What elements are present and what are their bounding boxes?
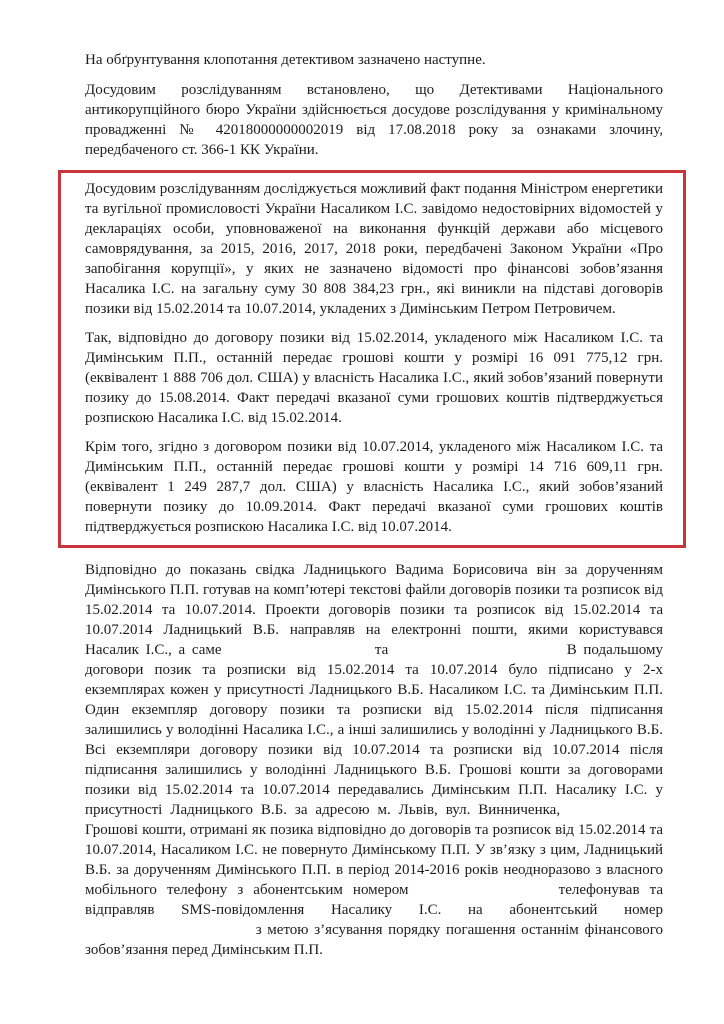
case-overview-paragraph: Досудовим розслідуванням встановлено, що Детективами Національного антикорупційного бюро України здійснюється досудове розслідування у кримінальному провадженні № 42018000000002019 від 17.08.2018 року за ознаками злочину, передбаченого ст. 366-1 КК України. — [85, 82, 663, 158]
redacted-email-1 — [228, 652, 368, 654]
highlight-paragraph-loan-1: Так, відповідно до договору позики від 15.02.2014, укладеного між Насаликом І.С. та Димінським П.П., останній передає грошові кошти у розмірі 16 091 775,12 грн. (еквівалент 1 888 706 дол. США) у власність Насалика І.С., який зобов’язаний повернути позику до 15.08.2014. Факт передачі вказаної суми грошових коштів підтверджується розпискою Насалика І.С. від 15.02.2014. — [85, 330, 663, 426]
redacted-phone-1 — [419, 892, 549, 894]
highlight-paragraph-loan-2: Крім того, згідно з договором позики від 10.07.2014, укладеного між Насаликом І.С. та Димінським П.П., останній передає грошові кошти у розмірі 14 716 609,11 грн. (еквівалент 1 249 287,7 дол. США) у власність Насалика І.С., який зобов’язаний повернути позику до 10.09.2014. Факт передачі вказаної суми грошових коштів підтверджується розпискою Насалика І.С. від 10.07.2014. — [85, 439, 663, 535]
redacted-email-2 — [395, 652, 560, 654]
witness-testimony-paragraph: Відповідно до показань свідка Ладницького Вадима Борисовича він за дорученням Димінського П.П. готував на комп’ютері текстові файли договорів позики та розписок від 15.02.2014 та 10.07.2014. Проекти договорів позики та розписок від 15.02.2014 та 10.07.2014 Ладницький В.Б. направляв на електронні пошти, якими користувався Насалик І.С., а саме та В подальшому договори позик та розписки від 15.02.2014 та 10.07.2014 було підписано у 2-х екземплярах кожен у присутності Ладницького В.Б. Насаликом І.С. та Димінським П.П. Один екземпляр договору позики та розписки від 15.02.2014 після підписання залишились у володінні Насалика І.С., а інші залишились у володінні у Ладницького В.Б. Всі екземпляри договору позики від 10.07.2014 та розписки від 10.07.2014 після підписання залишились у володінні Ладницького В.Б. Грошові кошти за договорами позики від 15.02.2014 та 10.07.2014 передавались Димінським П.П. Насалику І.С. у присутності Ладницького В.Б. за адресою м. Львів, вул. Винниченка, Грошові кошти, отримані як позика відповідно до договорів та розписок від 15.02.2014 та 10.07.2014, Насаликом І.С. не повернуто Димінському П.П. У зв’язку з цим, Ладницький В.Б. за дорученням Димінського П.П. в період 2014-2016 років неодноразово з власного мобільного телефону з абонентським номером телефонував та відправляв SMS-повідомлення Насалику І.С. на абонентський номер з метою з’ясування порядку погашення останнім фінансового зобов’язання перед Димінським П.П. — [85, 562, 664, 958]
redacted-address-number — [568, 812, 663, 814]
highlight-paragraph-declaration: Досудовим розслідуванням досліджується можливий факт подання Міністром енергетики та вугільної промисловості України Насаликом І.С. завідомо недостовірних відомостей у деклараціях особи, уповноваженої на виконання функцій держави або місцевого самоврядування, за 2015, 2016, 2017, 2018 роки, передбачені Законом України «Про запобігання корупції», у яких не зазначено відомості про фінансові зобов’язання Насалика І.С. на загальну суму 30 808 384,23 грн., які виникли на підставі договорів позики від 15.02.2014 та 10.07.2014, укладених з Димінським Петром Петровичем. — [85, 181, 663, 317]
redacted-phone-2 — [85, 932, 250, 934]
intro-paragraph: На обґрунтування клопотання детективом зазначено наступне. — [85, 52, 486, 68]
highlight-box — [58, 170, 686, 548]
